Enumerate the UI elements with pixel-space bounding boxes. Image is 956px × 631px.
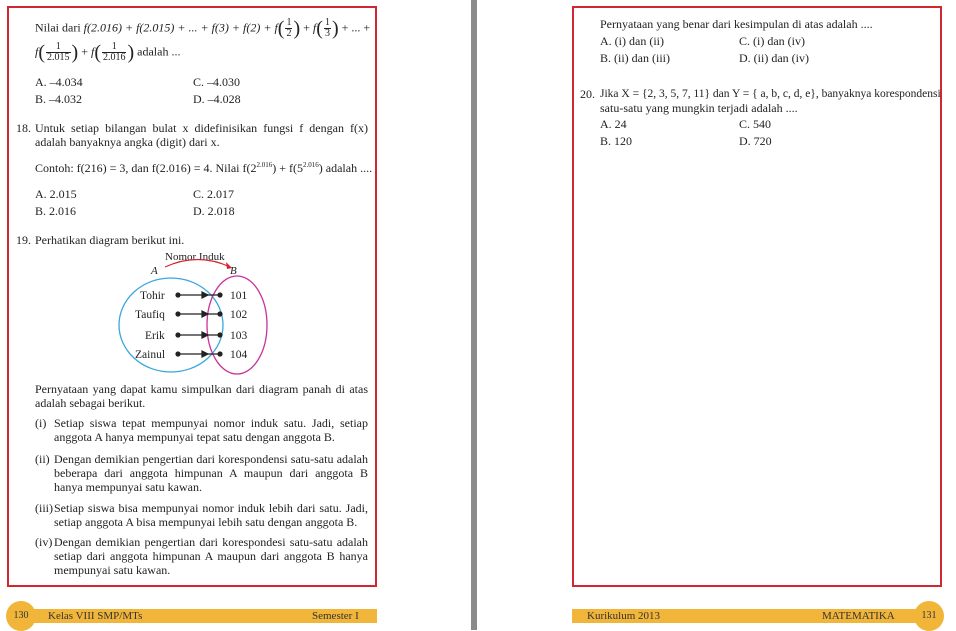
page-number: 131 — [914, 601, 944, 631]
option-a[interactable]: A. (i) dan (ii) — [600, 34, 664, 48]
set-b-element: 102 — [230, 309, 248, 321]
option-b[interactable]: B. 120 — [600, 134, 633, 148]
fraction: $\frac{1}{2}$ — [286, 17, 292, 39]
statement-label: (ii) — [35, 452, 50, 466]
statement-label: (iii) — [35, 501, 53, 515]
fraction: $\frac{1}{2.015}$ — [47, 41, 70, 63]
set-b-element: 104 — [230, 349, 248, 361]
question-19-statement: Pernyataan yang dapat kamu simpulkan dari diagram panah di atas adalah sebagai berikut. — [35, 382, 368, 410]
option-c[interactable]: C. 2.017 — [193, 187, 235, 201]
statement-text: Dengan demikian pengertian dari korespondensi satu-satu adalah beberapa dari anggota himpunan A maupun dari anggota B hanya mempunyai satu kawan. — [54, 452, 368, 494]
q-tail-line1: Nilai dari f(2.016) + f(2.015) + ... + f(3) + f(2) + f( $\frac{1}{2}$ ) + f( $\frac{1}{3}$ ) + ... + — [35, 17, 371, 40]
set-a-element: Taufiq — [135, 309, 165, 321]
set-a-element: Tohir — [140, 290, 165, 302]
option-a[interactable]: A. –4.034 — [35, 75, 83, 89]
question-19-prompt: Pernyataan yang benar dari kesimpulan di atas adalah .... — [600, 17, 873, 31]
option-c[interactable]: C. 540 — [739, 117, 772, 131]
option-b[interactable]: B. (ii) dan (iii) — [600, 51, 670, 65]
statement-text: Dengan demikian pengertian dari korespondesi satu-satu adalah setiap dari anggota himpunan A maupun dari anggota B hanya mempunyai satu kawan. — [54, 535, 368, 577]
statement-text: Setiap siswa bisa mempunyai nomor induk lebih dari satu. Jadi, setiap anggota A bisa mempunyai lebih satu dengan anggota B. — [54, 501, 368, 529]
question-number-18: 18. — [16, 121, 31, 135]
fraction: $\frac{1}{3}$ — [324, 17, 330, 39]
set-b-element: 103 — [230, 330, 248, 342]
footer-curriculum: Kurikulum 2013 — [587, 610, 661, 622]
relation-label: Nomor Induk — [165, 251, 225, 263]
option-d[interactable]: D. 720 — [739, 134, 772, 148]
question-number-19: 19. — [16, 233, 31, 247]
statement-label: (i) — [35, 416, 47, 430]
footer-subject: MATEMATIKA — [822, 610, 895, 622]
option-d[interactable]: D. 2.018 — [193, 204, 235, 218]
option-c[interactable]: C. (i) dan (iv) — [739, 34, 805, 48]
question-number-20: 20. — [580, 87, 595, 101]
fraction: $\frac{1}{2.016}$ — [102, 41, 126, 63]
question-18-text: Untuk setiap bilangan bulat x didefinisikan fungsi f dengan f(x) adalah banyaknya angka (digit) dari x. — [35, 121, 368, 149]
question-19-intro: Perhatikan diagram berikut ini. — [35, 233, 185, 247]
option-a[interactable]: A. 24 — [600, 117, 627, 131]
page-number: 130 — [6, 601, 36, 631]
set-a-element: Erik — [145, 330, 165, 342]
arrow-diagram — [110, 246, 280, 376]
set-a-element: Zainul — [135, 349, 166, 361]
set-b-element: 101 — [230, 290, 248, 302]
question-20-text: Jika X = {2, 3, 5, 7, 11} dan Y = { a, b, c, d, e}, banyaknya korespondensi — [600, 88, 941, 100]
option-d[interactable]: D. –4.028 — [193, 92, 241, 106]
left-page — [0, 0, 471, 630]
option-d[interactable]: D. (ii) dan (iv) — [739, 51, 809, 65]
question-20-text-cont: satu-satu yang mungkin terjadi adalah .... — [600, 101, 798, 115]
set-a-label: A — [151, 265, 158, 277]
right-page — [477, 0, 956, 630]
footer-class: Kelas VIII SMP/MTs — [48, 610, 143, 622]
option-b[interactable]: B. –4.032 — [35, 92, 83, 106]
set-b-label: B — [230, 265, 237, 277]
option-c[interactable]: C. –4.030 — [193, 75, 241, 89]
statement-label: (iv) — [35, 535, 53, 549]
statement-text: Setiap siswa tepat mempunyai nomor induk satu. Jadi, setiap anggota A hanya mempunyai tepat satu dengan anggota B. — [54, 416, 368, 444]
footer-semester: Semester I — [312, 610, 359, 622]
option-a[interactable]: A. 2.015 — [35, 187, 77, 201]
q-tail-line2: f( $\frac{1}{2.015}$ ) + f( $\frac{1}{2.016}$ ) adalah ... — [35, 41, 181, 64]
option-b[interactable]: B. 2.016 — [35, 204, 77, 218]
question-18-example: Contoh: f(216) = 3, dan f(2.016) = 4. Nilai $f(2^{2.016}) + f(5^{2.016})$ adalah .... — [35, 161, 373, 175]
